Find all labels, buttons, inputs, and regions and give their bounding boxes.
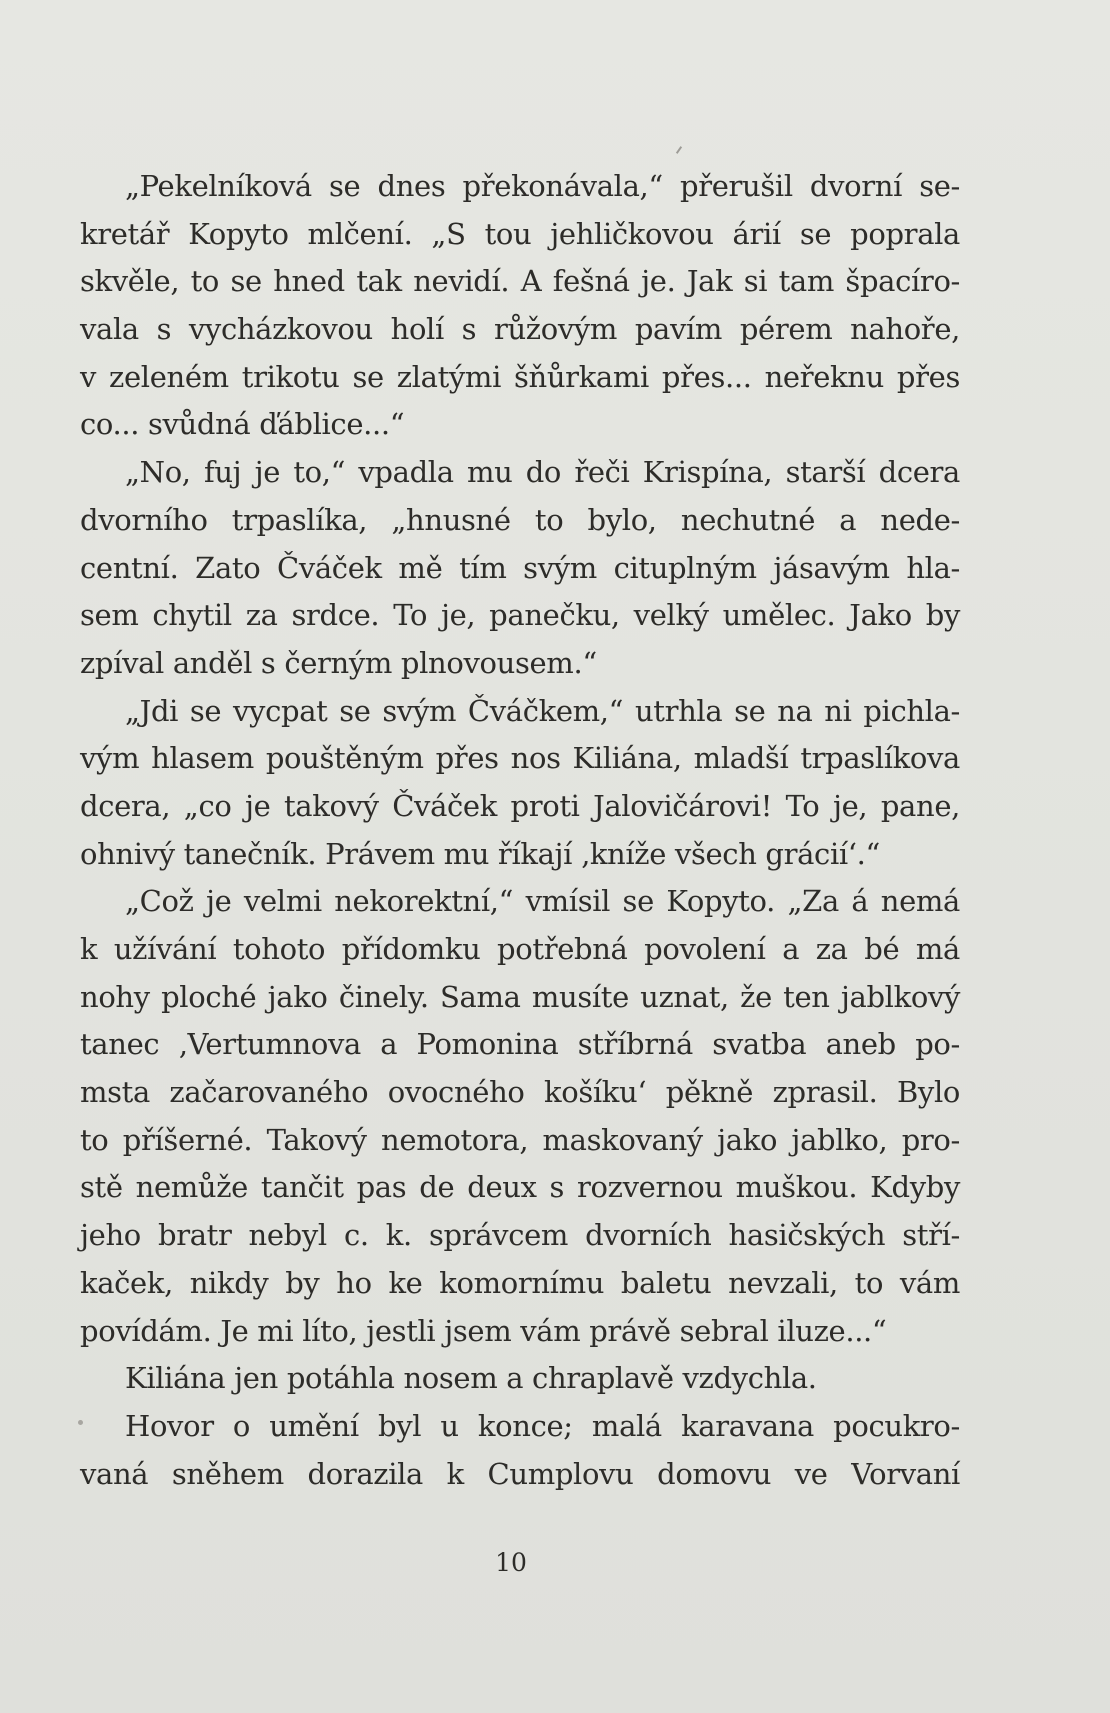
text-line: dvorního trpaslíka, „hnusné to bylo, nechutné a nede-	[80, 502, 960, 537]
text-line: k užívání tohoto přídomku potřebná povolení a za bé má	[80, 932, 960, 966]
text-line: „No, fuj je to,“ vpadla mu do řeči Krispína, starší dcera	[125, 455, 960, 490]
text-line: ohnivý tanečník. Právem mu říkají ‚kníže všech grácií‘.“	[80, 836, 881, 871]
text-line: „Pekelníková se dnes překonávala,“ přerušil dvorní se-	[125, 169, 960, 203]
text-line: vala s vycházkovou holí s růžovým pavím pérem nahoře,	[80, 312, 960, 347]
page-number: 10	[495, 1548, 527, 1577]
text-line: dcera, „co je takový Čváček proti Jalovičárovi! To je, pane,	[80, 788, 960, 823]
text-line: zpíval anděl s černým plnovousem.“	[80, 645, 597, 680]
text-line: co... svůdná ďáblice...“	[80, 407, 405, 442]
text-line: skvěle, to se hned tak nevidí. A fešná je. Jak si tam špacíro-	[80, 264, 960, 299]
text-line: „Což je velmi nekorektní,“ vmísil se Kopyto. „Za á nemá	[125, 884, 960, 919]
text-line: msta začarovaného ovocného košíku‘ pěkně zprasil. Bylo	[80, 1075, 960, 1110]
text-line: povídám. Je mi líto, jestli jsem vám právě sebral iluze...“	[80, 1313, 887, 1348]
text-line: tanec ‚Vertumnova a Pomonina stříbrná svatba aneb po-	[80, 1027, 960, 1062]
text-line: kretář Kopyto mlčení. „S tou jehličkovou árií se poprala	[80, 216, 960, 251]
body-text	[80, 163, 960, 1498]
text-line: jeho bratr nebyl c. k. správcem dvorních hasičských stří-	[80, 1218, 960, 1253]
text-line: Kiliána jen potáhla nosem a chraplavě vzdychla.	[125, 1361, 817, 1396]
text-line: sem chytil za srdce. To je, panečku, velký umělec. Jako by	[80, 598, 960, 633]
text-line: stě nemůže tančit pas de deux s rozvernou muškou. Kdyby	[80, 1170, 960, 1205]
text-line: to příšerné. Takový nemotora, maskovaný jako jablko, pro-	[80, 1122, 960, 1157]
text-line: vaná sněhem dorazila k Cumplovu domovu ve Vorvaní	[80, 1456, 960, 1491]
text-line: v zeleném trikotu se zlatými šňůrkami přes... neřeknu přes	[80, 359, 960, 394]
text-line: centní. Zato Čváček mě tím svým cituplným jásavým hla-	[80, 550, 960, 585]
text-line: nohy ploché jako činely. Sama musíte uznat, že ten jablkový	[80, 979, 960, 1014]
paper-speck	[676, 146, 682, 154]
text-line: vým hlasem pouštěným přes nos Kiliána, mladší trpaslíkova	[80, 741, 960, 776]
text-line: Hovor o umění byl u konce; malá karavana pocukro-	[125, 1408, 960, 1443]
text-line: „Jdi se vycpat se svým Čváčkem,“ utrhla se na ni pichla-	[125, 693, 960, 728]
text-line: kaček, nikdy by ho ke komornímu baletu nevzali, to vám	[80, 1265, 960, 1300]
